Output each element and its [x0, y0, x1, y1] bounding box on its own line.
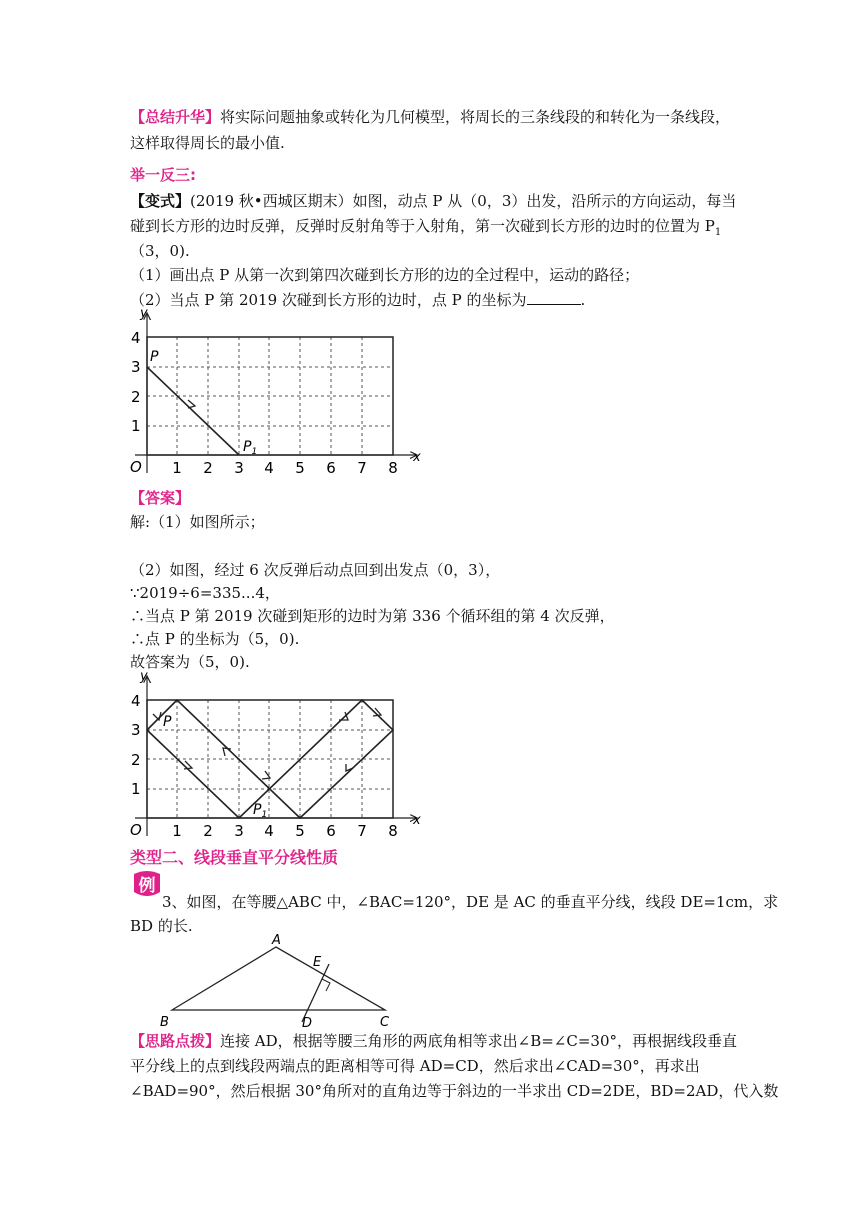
- y-tick: 4: [131, 329, 141, 347]
- x-tick-labels: [172, 822, 398, 840]
- origin-label: O: [130, 458, 142, 476]
- question-2-end: .: [580, 291, 586, 309]
- grid-lines: [147, 337, 393, 455]
- point-p1-sub: 1: [261, 810, 268, 820]
- x-tick: 5: [295, 459, 305, 477]
- bounce-graph-2: [125, 668, 425, 843]
- summary-text-1: 将实际问题抽象或转化为几何模型，将周长的三条线段的和转化为一条线段，: [220, 108, 731, 126]
- x-tick-labels: [172, 459, 398, 477]
- variant-line-2: [130, 215, 721, 244]
- variant-line-3: （3，0).: [130, 242, 190, 260]
- hint-line-3: ∠BAD=90°，然后根据 30°角所对的直角边等于斜边的一半求出 CD=2DE，BD=2AD，代入数: [130, 1082, 779, 1100]
- x-tick: 6: [326, 459, 336, 477]
- triangle-figure: [150, 930, 410, 1030]
- variant-subscript: 1: [714, 227, 722, 238]
- y-tick-labels: [131, 692, 141, 798]
- summary-line-2: 这样取得周长的最小值.: [130, 134, 285, 152]
- x-tick: 3: [234, 822, 244, 840]
- practice-heading: 举一反三:: [130, 166, 196, 184]
- example-badge-icon: [130, 868, 164, 902]
- x-tick: 1: [172, 459, 182, 477]
- y-tick: 2: [131, 751, 141, 769]
- point-p1-label: [243, 439, 257, 457]
- x-tick: 8: [388, 459, 398, 477]
- hint-text-1: 连接 AD，根据等腰三角形的两底角相等求出∠B=∠C=30°，再根据线段垂直: [220, 1032, 738, 1050]
- variant-tag: 【变式】: [130, 192, 191, 210]
- answer-line-1: 解:（1）如图所示；: [130, 513, 265, 531]
- point-p1-main: P: [253, 802, 262, 818]
- x-tick: 7: [357, 822, 367, 840]
- y-tick: 3: [131, 721, 141, 739]
- x-tick: 8: [388, 822, 398, 840]
- variant-text-2: 碰到长方形的边时反弹，反弹时反射角等于入射角，第一次碰到长方形的边时的位置为 P: [130, 217, 715, 235]
- variant-line-1: [130, 190, 736, 212]
- summary-tag: 【总结升华】: [130, 108, 221, 126]
- x-tick: 6: [326, 822, 336, 840]
- direction-arrows: [153, 708, 381, 779]
- example-line-1: 3、如图，在等腰△ABC 中，∠BAC=120°，DE 是 AC 的垂直平分线，线段 DE=1cm，求: [162, 893, 779, 911]
- hint-line-1: [130, 1030, 737, 1052]
- bounce-graph-1: [125, 305, 425, 480]
- x-tick: 2: [203, 459, 213, 477]
- y-tick: 3: [131, 358, 141, 376]
- segment-de: [302, 964, 329, 1022]
- x-tick: 1: [172, 822, 182, 840]
- example-badge-text: 例: [138, 876, 156, 896]
- vertex-a: A: [272, 933, 281, 948]
- answer-line-4: ∴当点 P 第 2019 次碰到矩形的边时为第 336 个循环组的第 4 次反弹，: [130, 607, 615, 625]
- y-axis-label: y: [140, 669, 148, 684]
- y-tick-labels: [131, 329, 141, 435]
- answer-line-5: ∴点 P 的坐标为（5，0).: [130, 630, 300, 648]
- x-tick: 3: [234, 459, 244, 477]
- point-p-label: P: [150, 349, 159, 365]
- y-tick: 1: [131, 417, 141, 435]
- answer-line-3: ∵2019÷6=335...4，: [130, 584, 280, 602]
- x-axis-label: x: [413, 813, 421, 828]
- question-2-text: （2）当点 P 第 2019 次碰到长方形的边时，点 P 的坐标为: [130, 291, 527, 309]
- point-e: E: [313, 955, 322, 970]
- answer-line-2: （2）如图，经过 6 次反弹后动点回到出发点（0，3），: [130, 561, 501, 579]
- path-segment: [147, 367, 239, 455]
- vertex-b: B: [160, 1015, 169, 1030]
- y-tick: 2: [131, 388, 141, 406]
- x-tick: 4: [264, 459, 274, 477]
- x-tick: 5: [295, 822, 305, 840]
- point-p1-main: P: [243, 439, 252, 455]
- x-tick: 7: [357, 459, 367, 477]
- point-d: D: [302, 1016, 313, 1030]
- right-angle-mark: [322, 979, 330, 991]
- grid-lines: [147, 700, 393, 818]
- y-tick: 4: [131, 692, 141, 710]
- variant-text-1: (2019 秋•西城区期末）如图，动点 P 从（0，3）出发，沿所示的方向运动，每当: [190, 192, 737, 210]
- summary-line-1: [130, 106, 730, 128]
- point-p1-label: [253, 802, 267, 820]
- y-tick: 1: [131, 780, 141, 798]
- x-tick: 2: [203, 822, 213, 840]
- answer-tag: 【答案】: [130, 489, 191, 507]
- origin-label: O: [130, 821, 142, 839]
- hint-tag: 【思路点拨】: [130, 1032, 221, 1050]
- example-line-2: BD 的长.: [130, 917, 193, 935]
- answer-blank: [527, 288, 581, 305]
- vertex-c: C: [380, 1015, 390, 1030]
- question-1: （1）画出点 P 从第一次到第四次碰到长方形的边的全过程中，运动的路径；: [130, 266, 640, 284]
- x-axis-label: x: [413, 450, 421, 465]
- triangle-abc: [172, 947, 385, 1010]
- x-tick: 4: [264, 822, 274, 840]
- type2-heading: 类型二、线段垂直平分线性质: [130, 848, 339, 867]
- hint-line-2: 平分线上的点到线段两端点的距离相等可得 AD=CD，然后求出∠CAD=30°，再求出: [130, 1057, 700, 1075]
- answer-line-6: 故答案为（5，0).: [130, 653, 250, 671]
- point-p-label: P: [163, 714, 172, 730]
- y-axis-label: y: [140, 306, 148, 321]
- point-p1-sub: 1: [251, 447, 258, 457]
